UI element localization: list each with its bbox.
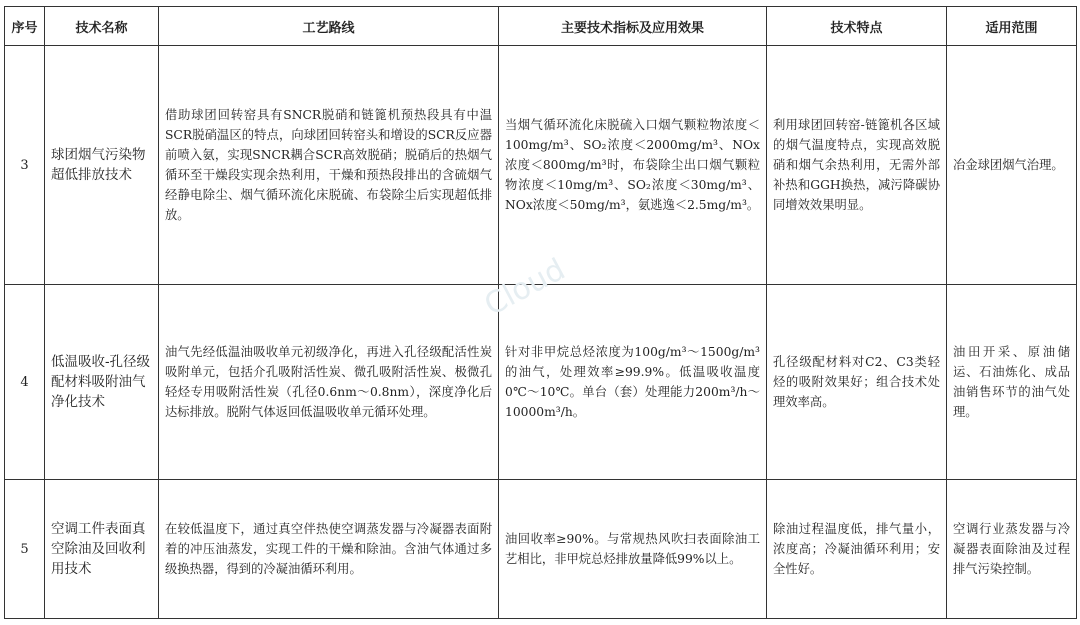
header-indicators: 主要技术指标及应用效果	[499, 7, 767, 46]
header-features: 技术特点	[767, 7, 947, 46]
row-serial: 3	[5, 46, 45, 285]
row-scope: 空调行业蒸发器与冷凝器表面除油及过程排气污染控制。	[947, 480, 1077, 619]
row-tech-name: 球团烟气污染物超低排放技术	[45, 46, 159, 285]
table-header-row	[5, 7, 1077, 46]
header-serial: 序号	[5, 7, 45, 46]
header-scope: 适用范围	[947, 7, 1077, 46]
row-process: 油气先经低温油吸收单元初级净化，再进入孔径级配活性炭吸附单元，包括介孔吸附活性炭、微孔吸附活性炭、极微孔轻烃专用吸附活性炭（孔径0.6nm～0.8nm），深度净化后达标排放。脱附气体返回低温吸收单元循环处理。	[159, 285, 499, 480]
row-serial: 5	[5, 480, 45, 619]
row-scope: 冶金球团烟气治理。	[947, 46, 1077, 285]
row-features: 利用球团回转窑-链篦机各区域的烟气温度特点，实现高效脱硝和烟气余热利用，无需外部补热和GGH换热，减污降碳协同增效效果明显。	[767, 46, 947, 285]
row-indicators: 油回收率≥90%。与常规热风吹扫表面除油工艺相比，非甲烷总烃排放量降低99%以上。	[499, 480, 767, 619]
cloud-logo-icon: Cloud	[478, 251, 571, 324]
row-features: 除油过程温度低，排气量小，浓度高；冷凝油循环利用；安全性好。	[767, 480, 947, 619]
technology-table	[4, 6, 1077, 619]
row-process: 在较低温度下，通过真空伴热使空调蒸发器与冷凝器表面附着的冲压油蒸发，实现工件的干燥和除油。含油气体通过多级换热器，得到的冷凝油循环利用。	[159, 480, 499, 619]
row-serial: 4	[5, 285, 45, 480]
row-indicators: 针对非甲烷总烃浓度为100g/m³～1500g/m³的油气，处理效率≥99.9%。低温吸收温度0℃～10℃。单台（套）处理能力200m³/h～10000m³/h。	[499, 285, 767, 480]
header-process: 工艺路线	[159, 7, 499, 46]
row-tech-name: 空调工件表面真空除油及回收利用技术	[45, 480, 159, 619]
header-tech-name: 技术名称	[45, 7, 159, 46]
table-row	[5, 285, 1077, 480]
table-row	[5, 46, 1077, 285]
row-features: 孔径级配材料对C2、C3类轻烃的吸附效果好；组合技术处理效率高。	[767, 285, 947, 480]
row-tech-name: 低温吸收-孔径级配材料吸附油气净化技术	[45, 285, 159, 480]
row-scope: 油田开采、原油储运、石油炼化、成品油销售环节的油气处理。	[947, 285, 1077, 480]
row-indicators: 当烟气循环流化床脱硫入口烟气颗粒物浓度＜100mg/m³、SO₂浓度＜2000mg/m³、NOx浓度＜800mg/m³时，布袋除尘出口烟气颗粒物浓度＜10mg/m³、SO₂浓度＜30mg/m³、NOx浓度＜50mg/m³，氨逃逸＜2.5mg/m³。	[499, 46, 767, 285]
row-process: 借助球团回转窑具有SNCR脱硝和链篦机预热段具有中温SCR脱硝温区的特点，向球团回转窑头和增设的SCR反应器前喷入氨，实现SNCR耦合SCR高效脱硝；脱硝后的热烟气循环至干燥段实现余热利用，干燥和预热段排出的含硫烟气经静电除尘、烟气循环流化床脱硫、布袋除尘后实现超低排放。	[159, 46, 499, 285]
table-row	[5, 480, 1077, 619]
